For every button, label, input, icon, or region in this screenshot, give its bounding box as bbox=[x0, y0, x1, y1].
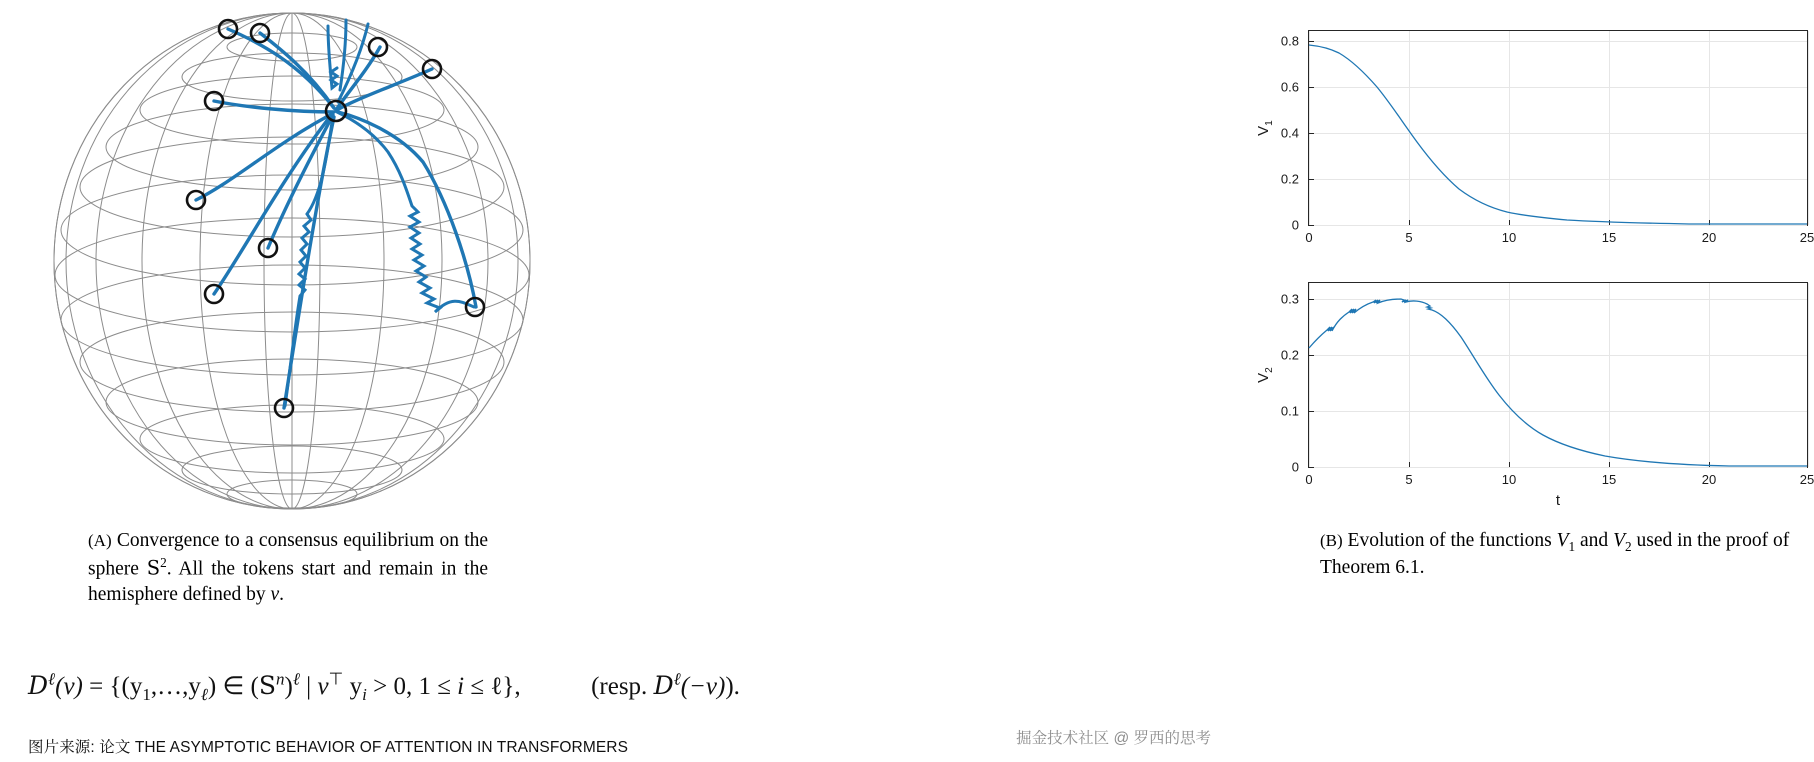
watermark: 掘金技术社区 @ 罗西的思考 bbox=[1016, 730, 1211, 747]
panel-b-charts bbox=[620, 0, 1814, 579]
caption-panel-a bbox=[88, 528, 488, 608]
chart-v2-ytick-02: 0.2 bbox=[1280, 347, 1299, 363]
source-note: 图片来源: 论文 THE ASYMPTOTIC BEHAVIOR OF ATTENTION IN TRANSFORMERS bbox=[28, 739, 629, 756]
chart-v1-xtick-15: 15 bbox=[1601, 230, 1617, 245]
sphere-svg bbox=[28, 2, 556, 520]
caption-a-text-6: . bbox=[279, 583, 285, 605]
caption-b-text-2: and bbox=[1575, 530, 1614, 551]
chart-v1-xtick-10: 10 bbox=[1501, 230, 1517, 245]
chart-v2-ytick-0: 0 bbox=[1291, 459, 1299, 475]
chart-v1-xtick-25: 25 bbox=[1799, 230, 1814, 245]
caption-a-label: (A) bbox=[88, 531, 112, 550]
sphere-wireframe bbox=[54, 13, 530, 509]
chart-v1-ylabel: $V_1$ bbox=[1254, 120, 1275, 136]
sphere-exponent: 2 bbox=[160, 554, 167, 570]
caption-b-text-3: used in the proof of Theorem 6.1. bbox=[1320, 530, 1790, 579]
chart-v1 bbox=[1254, 30, 1814, 245]
display-equation bbox=[28, 670, 1208, 705]
caption-b-v2-sub: 2 bbox=[1624, 538, 1632, 554]
caption-panel-b bbox=[1320, 528, 1790, 581]
sphere-symbol: S bbox=[146, 556, 161, 580]
chart-v2-xtick-20: 20 bbox=[1701, 472, 1717, 487]
chart-v1-ytick-0: 0 bbox=[1291, 217, 1299, 233]
sphere-plot bbox=[28, 2, 556, 520]
caption-a-text-3: . All bbox=[166, 558, 204, 580]
caption-b-label: (B) bbox=[1320, 531, 1343, 550]
caption-a-text-2: equilibrium on the sphere bbox=[88, 530, 489, 580]
chart-v2-xtick-0: 0 bbox=[1305, 472, 1313, 487]
equation-resp: (resp. $D^\ell(-v)$). bbox=[591, 670, 740, 701]
chart-v2-xtick-15: 15 bbox=[1601, 472, 1617, 487]
chart-v2-ylabel: $V_2$ bbox=[1254, 367, 1275, 383]
caption-a-text-4: the tokens start and remain in the bbox=[211, 558, 489, 580]
panel-a-sphere bbox=[0, 0, 620, 605]
chart-v1-xtick-0: 0 bbox=[1305, 230, 1313, 245]
caption-b-v2: V bbox=[1613, 530, 1625, 551]
chart-v1-xtick-20: 20 bbox=[1701, 230, 1717, 245]
chart-v2-ytick-03: 0.3 bbox=[1280, 291, 1299, 307]
caption-b-v1-sub: 1 bbox=[1568, 538, 1576, 554]
chart-v1-curve bbox=[1309, 31, 1807, 225]
chart-v1-ytick-04: 0.4 bbox=[1280, 125, 1299, 141]
chart-v1-ytick-02: 0.2 bbox=[1280, 171, 1299, 187]
chart-v1-ytick-06: 0.6 bbox=[1280, 79, 1299, 95]
oscillating-trajectory bbox=[285, 20, 474, 406]
chart-v1-ytick-08: 0.8 bbox=[1280, 33, 1299, 49]
caption-a-text-5: hemisphere defined by bbox=[88, 583, 271, 605]
chart-v2-xlabel: t bbox=[1555, 492, 1561, 509]
caption-a-text-1: Convergence to a consensus bbox=[116, 530, 338, 551]
chart-v2-curve bbox=[1309, 283, 1807, 467]
equation-main: $D^\ell(v)$ = {$(y_1,\dots,y_\ell)$ ∈ $(S^n)^\ell$ | v⊤ $y_i > 0$, 1 ≤ i ≤ ℓ}, bbox=[28, 670, 527, 705]
chart-v2-xtick-25: 25 bbox=[1799, 472, 1814, 487]
chart-v1-xtick-5: 5 bbox=[1405, 230, 1413, 245]
chart-v2-xtick-10: 10 bbox=[1501, 472, 1517, 487]
caption-b-v1: V bbox=[1556, 530, 1569, 551]
chart-v2-ytick-01: 0.1 bbox=[1280, 403, 1299, 419]
v-symbol: v bbox=[270, 583, 280, 605]
chart-v2-xtick-5: 5 bbox=[1405, 472, 1413, 487]
caption-b-text-1: Evolution of the functions bbox=[1347, 530, 1557, 551]
chart-v2 bbox=[1254, 282, 1814, 509]
